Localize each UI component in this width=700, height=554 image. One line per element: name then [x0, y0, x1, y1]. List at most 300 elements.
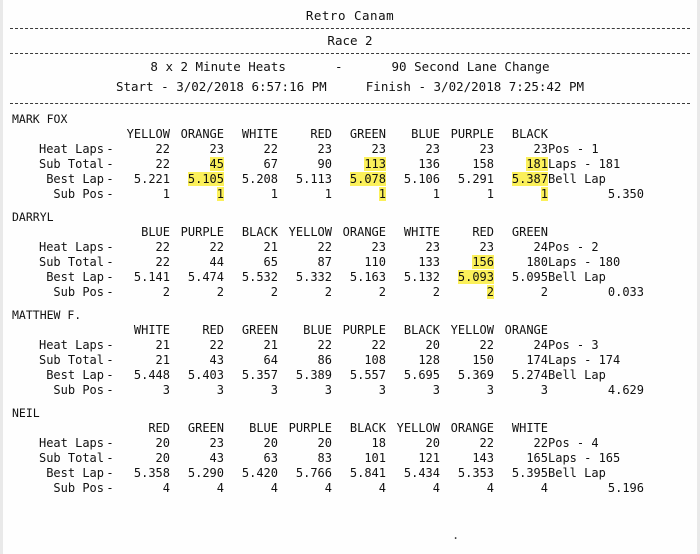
sub-total-row [12, 255, 650, 270]
heat-laps-row-cell [278, 142, 332, 157]
row-dash: - [106, 383, 114, 397]
cell-value: 20 [263, 436, 278, 450]
row-dash: - [106, 240, 114, 254]
best-lap-row-label: Best Lap [46, 172, 104, 186]
cell-value: 5.387 [511, 172, 548, 186]
cell-value: BLUE [249, 421, 278, 435]
start-value: 3/02/2018 6:57:16 PM [176, 79, 327, 94]
cell-value: 22 [533, 436, 548, 450]
best-lap-row-cell [440, 172, 494, 187]
bell-lap-label: Bell Lap [548, 270, 606, 284]
cell-value: RED [472, 225, 494, 239]
cell-value: 5.395 [511, 466, 548, 480]
heat-laps-row-cell [494, 338, 548, 353]
cell-value: 67 [263, 157, 278, 171]
best-lap-row-label: Best Lap [46, 270, 104, 284]
cell-value: PURPLE [342, 323, 386, 337]
cell-value: 5.420 [241, 466, 278, 480]
cell-value: 2 [216, 285, 224, 299]
cell-value: 5.448 [133, 368, 170, 382]
cell-value: 5.474 [187, 270, 224, 284]
position-info: Pos - 2 [548, 240, 599, 254]
heat-laps-row-label: Heat Laps [38, 142, 104, 156]
lane-header-row-cell [494, 323, 548, 338]
sub-pos-row-cell [116, 187, 170, 202]
racer-name: DARRYL [12, 210, 54, 224]
racer-results-table [12, 421, 650, 496]
cell-value: BLUE [303, 323, 332, 337]
row-dash: - [106, 338, 114, 352]
cell-value: 5.163 [349, 270, 386, 284]
sub-total-row-cell [440, 451, 494, 466]
best-lap-row-cell [332, 368, 386, 383]
sub-pos-row-cell [224, 285, 278, 300]
sub-total-row-cell [386, 157, 440, 172]
cell-value: 1 [270, 187, 278, 201]
lane-header-row-cell [386, 421, 440, 436]
cell-value: 5.291 [457, 172, 494, 186]
document-header [0, 0, 700, 104]
cell-value: 23 [209, 436, 224, 450]
cell-value: 22 [479, 338, 494, 352]
sub-total-row-cell [386, 451, 440, 466]
bell-lap-value: 5.350 [607, 187, 644, 201]
cell-value: 3 [270, 383, 278, 397]
sub-total-row [12, 157, 650, 172]
heat-laps-row-cell [386, 338, 440, 353]
cell-value: YELLOW [288, 225, 332, 239]
sub-total-row-label: Sub Total [38, 157, 104, 171]
cell-value: WHITE [511, 421, 548, 435]
cell-value: BLUE [411, 127, 440, 141]
cell-value: 5.557 [349, 368, 386, 382]
cell-value: 5.221 [133, 172, 170, 186]
cell-value: RED [310, 127, 332, 141]
best-lap-row-cell [170, 270, 224, 285]
heat-laps-row-cell [116, 142, 170, 157]
heat-laps-row-cell [170, 436, 224, 451]
cell-value: ORANGE [342, 225, 386, 239]
racer-results-table [12, 225, 650, 300]
cell-value: 86 [317, 353, 332, 367]
sub-pos-row-cell [170, 285, 224, 300]
row-dash: - [106, 466, 114, 480]
best-lap-row-cell [170, 368, 224, 383]
cell-value: 3 [162, 383, 170, 397]
cell-value: 5.532 [241, 270, 278, 284]
row-dash [104, 323, 116, 338]
heat-laps-row-cell [332, 338, 386, 353]
sub-pos-row-cell [170, 187, 224, 202]
sub-pos-row-cell [440, 481, 494, 496]
heat-laps-row [12, 338, 650, 353]
sub-pos-row-cell [278, 285, 332, 300]
sub-pos-row-cell [494, 383, 548, 398]
race-format-separator: - [334, 59, 343, 74]
cell-value: BLUE [141, 225, 170, 239]
heat-laps-row-cell [494, 240, 548, 255]
sub-total-row-cell [278, 157, 332, 172]
sub-pos-row [12, 481, 650, 496]
heat-laps-row-cell [224, 338, 278, 353]
cell-value: 5.132 [403, 270, 440, 284]
cell-value: 23 [479, 240, 494, 254]
cell-value: 5.358 [133, 466, 170, 480]
lane-header-row-cell [440, 323, 494, 338]
racer-block [0, 112, 700, 210]
cell-value: 5.332 [295, 270, 332, 284]
lane-header-row-cell [278, 323, 332, 338]
cell-value: 5.274 [511, 368, 548, 382]
best-lap-row-label: Best Lap [46, 368, 104, 382]
cell-value: WHITE [241, 127, 278, 141]
cell-value: 44 [209, 255, 224, 269]
lane-header-row-cell [332, 127, 386, 142]
cell-value: 87 [317, 255, 332, 269]
lane-header-row-cell [278, 225, 332, 240]
cell-value: 143 [472, 451, 494, 465]
bell-lap-label: Bell Lap [548, 368, 606, 382]
race-times [0, 74, 700, 98]
best-lap-row-cell [386, 368, 440, 383]
cell-value: ORANGE [504, 323, 548, 337]
cell-value: 21 [155, 353, 170, 367]
row-dash: - [106, 172, 114, 186]
cell-value: 5.766 [295, 466, 332, 480]
best-lap-row-label: Best Lap [46, 466, 104, 480]
sub-total-row-label: Sub Total [38, 451, 104, 465]
cell-value: 20 [317, 436, 332, 450]
lane-header-row-cell [116, 127, 170, 142]
lane-header-row-cell [116, 421, 170, 436]
cell-value: 22 [209, 338, 224, 352]
cell-value: 136 [418, 157, 440, 171]
cell-value: 64 [263, 353, 278, 367]
row-dash: - [106, 255, 114, 269]
cell-value: 23 [533, 142, 548, 156]
cell-value: 165 [526, 451, 548, 465]
best-lap-row-cell [494, 172, 548, 187]
heat-laps-row-cell [224, 436, 278, 451]
sub-total-row-label: Sub Total [38, 255, 104, 269]
race-format-left: 8 x 2 Minute Heats [150, 59, 286, 74]
row-dash: - [106, 451, 114, 465]
heat-laps-row-cell [332, 240, 386, 255]
lane-header-row-cell [224, 421, 278, 436]
sub-total-row-cell [224, 255, 278, 270]
cell-value: 83 [317, 451, 332, 465]
heat-laps-row-cell [278, 436, 332, 451]
sub-total-row-cell [224, 451, 278, 466]
row-dash [104, 127, 116, 142]
sub-total-row-cell [278, 255, 332, 270]
sub-pos-row-cell [494, 187, 548, 202]
lane-header-row [12, 421, 650, 436]
best-lap-row-cell [116, 368, 170, 383]
cell-value: 22 [209, 240, 224, 254]
cell-value: RED [148, 421, 170, 435]
sub-pos-row-cell [332, 187, 386, 202]
cell-value: 63 [263, 451, 278, 465]
cell-value: 1 [540, 187, 548, 201]
cell-value: 24 [533, 338, 548, 352]
cell-value: 20 [425, 338, 440, 352]
heat-laps-row-cell [278, 240, 332, 255]
cell-value: 5.434 [403, 466, 440, 480]
cell-value: 4 [216, 481, 224, 495]
sub-total-row-cell [332, 451, 386, 466]
cell-value: 23 [317, 142, 332, 156]
cell-value: BLACK [349, 421, 386, 435]
best-lap-row-cell [170, 172, 224, 187]
lane-header-row [12, 323, 650, 338]
racer-name: MARK FOX [12, 112, 68, 126]
cell-value: 23 [425, 142, 440, 156]
cell-value: RED [202, 323, 224, 337]
finish-label: Finish - [365, 79, 426, 94]
cell-value: 3 [540, 383, 548, 397]
cell-value: 23 [479, 142, 494, 156]
heat-laps-row-cell [386, 142, 440, 157]
cell-value: 5.095 [511, 270, 548, 284]
cell-value: 24 [533, 240, 548, 254]
best-lap-row-cell [440, 466, 494, 481]
cell-value: 22 [155, 255, 170, 269]
sub-total-row-cell [170, 451, 224, 466]
cell-value: 45 [209, 157, 224, 171]
lane-header-row-cell [440, 225, 494, 240]
best-lap-row-cell [494, 466, 548, 481]
cell-value: 23 [209, 142, 224, 156]
best-lap-row-cell [440, 368, 494, 383]
sub-total-row-cell [440, 353, 494, 368]
cell-value: 5.106 [403, 172, 440, 186]
cell-value: 5.113 [295, 172, 332, 186]
cell-value: ORANGE [450, 421, 494, 435]
sub-total-row-cell [332, 255, 386, 270]
sub-pos-row-cell [440, 285, 494, 300]
sub-pos-row-cell [278, 383, 332, 398]
sub-pos-row-cell [116, 383, 170, 398]
cell-value: 128 [418, 353, 440, 367]
lane-header-row-cell [170, 421, 224, 436]
sub-pos-row-label: Sub Pos [53, 187, 104, 201]
heat-laps-row-label: Heat Laps [38, 338, 104, 352]
lane-header-row-cell [170, 323, 224, 338]
race-format-right: 90 Second Lane Change [391, 59, 550, 74]
lane-header-row-label [12, 323, 104, 338]
lane-header-row-cell [332, 421, 386, 436]
cell-value: ORANGE [180, 127, 224, 141]
cell-value: 43 [209, 353, 224, 367]
lane-header-row-cell [494, 127, 548, 142]
position-info: Pos - 1 [548, 142, 599, 156]
best-lap-row-cell [332, 466, 386, 481]
bell-lap-value: 0.033 [607, 285, 644, 299]
lane-header-row-cell [278, 421, 332, 436]
bell-lap-label: Bell Lap [548, 466, 606, 480]
cell-value: 22 [155, 240, 170, 254]
page-edge-left [0, 0, 3, 554]
cell-value: 5.841 [349, 466, 386, 480]
cell-value: 65 [263, 255, 278, 269]
cell-value: 5.369 [457, 368, 494, 382]
cell-value: 5.695 [403, 368, 440, 382]
cell-value: PURPLE [450, 127, 494, 141]
cell-value: GREEN [241, 323, 278, 337]
lane-header-row-cell [278, 127, 332, 142]
cell-value: 90 [317, 157, 332, 171]
cell-value: 20 [155, 436, 170, 450]
sub-pos-row-cell [116, 285, 170, 300]
lane-header-row-cell [332, 323, 386, 338]
sub-pos-row [12, 285, 650, 300]
cell-value: 22 [263, 142, 278, 156]
cell-value: 181 [526, 157, 548, 171]
cell-value: 4 [432, 481, 440, 495]
cell-value: 2 [432, 285, 440, 299]
race-label: Race 2 [327, 33, 373, 48]
sub-pos-row-cell [386, 383, 440, 398]
cell-value: 3 [432, 383, 440, 397]
cell-value: 174 [526, 353, 548, 367]
best-lap-row-cell [386, 172, 440, 187]
heat-laps-row-cell [116, 338, 170, 353]
cell-value: WHITE [403, 225, 440, 239]
heat-laps-row-cell [386, 240, 440, 255]
sub-pos-row-cell [116, 481, 170, 496]
lane-header-row-cell [224, 127, 278, 142]
cell-value: 22 [317, 338, 332, 352]
cell-value: 21 [155, 338, 170, 352]
cell-value: 4 [324, 481, 332, 495]
heat-laps-row-cell [332, 142, 386, 157]
lane-header-row-cell [386, 225, 440, 240]
lane-header-row-cell [386, 127, 440, 142]
row-dash: - [106, 187, 114, 201]
sub-total-row-cell [494, 157, 548, 172]
cell-value: 4 [540, 481, 548, 495]
best-lap-row-cell [278, 466, 332, 481]
heat-laps-row-cell [494, 142, 548, 157]
lane-header-row [12, 225, 650, 240]
cell-value: 5.093 [457, 270, 494, 284]
sub-total-row-cell [440, 157, 494, 172]
cell-value: 150 [472, 353, 494, 367]
sub-total-row-cell [278, 451, 332, 466]
page-title: Retro Canam [305, 8, 395, 23]
cell-value: 180 [526, 255, 548, 269]
heat-laps-row-cell [116, 240, 170, 255]
cell-value: 3 [216, 383, 224, 397]
lane-header-row-cell [332, 225, 386, 240]
cell-value: 22 [155, 157, 170, 171]
sub-pos-row-label: Sub Pos [53, 481, 104, 495]
cell-value: 110 [364, 255, 386, 269]
lane-header-row-cell [440, 421, 494, 436]
sub-total-row-cell [170, 353, 224, 368]
heat-laps-row-cell [224, 240, 278, 255]
best-lap-row-cell [224, 466, 278, 481]
cell-value: 18 [371, 436, 386, 450]
cell-value: 3 [486, 383, 494, 397]
lane-header-spacer [548, 127, 650, 142]
best-lap-row-cell [494, 368, 548, 383]
cell-value: YELLOW [396, 421, 440, 435]
cell-value: 5.105 [187, 172, 224, 186]
laps-info: Laps - 165 [548, 451, 621, 465]
cell-value: 2 [486, 285, 494, 299]
heat-laps-row [12, 240, 650, 255]
sub-total-row-cell [116, 451, 170, 466]
cell-value: 23 [371, 142, 386, 156]
cell-value: PURPLE [288, 421, 332, 435]
lane-header-row-cell [386, 323, 440, 338]
racer-block [0, 308, 700, 406]
cell-value: 5.290 [187, 466, 224, 480]
best-lap-row-cell [224, 368, 278, 383]
best-lap-row-cell [116, 172, 170, 187]
cell-value: GREEN [349, 127, 386, 141]
cell-value: 2 [540, 285, 548, 299]
racer-name: NEIL [12, 406, 40, 420]
sub-pos-row [12, 383, 650, 398]
heat-laps-row-cell [494, 436, 548, 451]
row-dash: - [106, 368, 114, 382]
sub-pos-row-cell [494, 285, 548, 300]
bell-lap-value: 5.196 [607, 481, 644, 495]
page-footer-mark: . [452, 528, 460, 542]
sub-pos-row-cell [386, 285, 440, 300]
sub-total-row-label: Sub Total [38, 353, 104, 367]
racer-results-table [12, 323, 650, 398]
lane-header-row-cell [170, 127, 224, 142]
sub-pos-row-cell [332, 481, 386, 496]
lane-header-row-cell [440, 127, 494, 142]
lane-header-spacer [548, 323, 650, 338]
cell-value: 108 [364, 353, 386, 367]
cell-value: 5.141 [133, 270, 170, 284]
lane-header-row-cell [224, 323, 278, 338]
sub-pos-row-cell [224, 187, 278, 202]
bell-lap-label: Bell Lap [548, 172, 606, 186]
heat-laps-row [12, 142, 650, 157]
cell-value: 4 [378, 481, 386, 495]
cell-value: 23 [371, 240, 386, 254]
best-lap-row-cell [278, 368, 332, 383]
lane-header-row-label [12, 225, 104, 240]
cell-value: 2 [270, 285, 278, 299]
sub-total-row [12, 451, 650, 466]
best-lap-row [12, 466, 650, 481]
race-format [0, 54, 700, 74]
sub-pos-row-cell [440, 187, 494, 202]
cell-value: WHITE [133, 323, 170, 337]
heat-laps-row-cell [440, 240, 494, 255]
racer-block [0, 210, 700, 308]
cell-value: 133 [418, 255, 440, 269]
heat-laps-row-cell [440, 338, 494, 353]
cell-value: 3 [378, 383, 386, 397]
sub-pos-row-cell [494, 481, 548, 496]
cell-value: BLACK [241, 225, 278, 239]
cell-value: GREEN [511, 225, 548, 239]
sub-pos-row-cell [440, 383, 494, 398]
laps-info: Laps - 180 [548, 255, 621, 269]
row-dash: - [106, 481, 114, 495]
heat-laps-row-label: Heat Laps [38, 240, 104, 254]
best-lap-row-cell [116, 466, 170, 481]
